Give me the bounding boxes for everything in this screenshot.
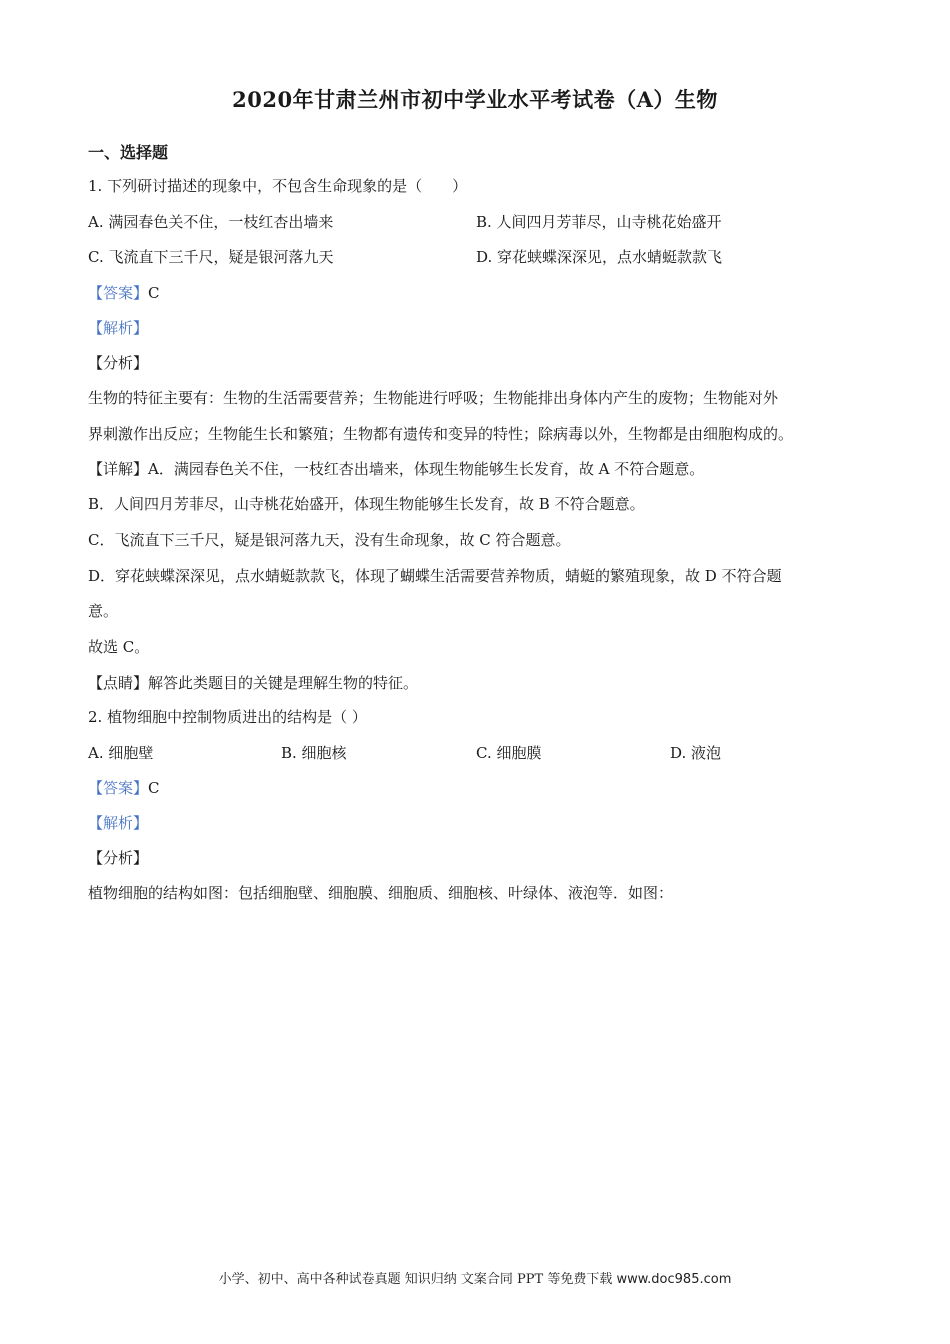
question-1-fenxi-line-2: 界刺激作出反应；生物能生长和繁殖；生物都有遗传和变异的特性；除病毒以外，生物都是由细胞构成的。 <box>88 425 794 443</box>
answer-tag: 【答案】 <box>88 779 149 797</box>
question-1-detail-a: 【详解】A．满园春色关不住，一枝红杏出墙来，体现生物能够生长发育，故 A 不符合题意。 <box>88 460 705 478</box>
question-1-detail-c: C．飞流直下三千尺，疑是银河落九天，没有生命现象，故 C 符合题意。 <box>88 531 571 549</box>
answer-value: C <box>148 284 160 302</box>
question-2-option-b: B. 细胞核 <box>281 744 347 762</box>
question-1-option-d: D. 穿花蛱蝶深深见，点水蜻蜓款款飞 <box>476 248 723 266</box>
question-1-answer <box>88 283 160 303</box>
question-2-option-a: A. 细胞壁 <box>88 744 154 762</box>
question-1-fenxi-tag: 【分析】 <box>88 354 149 372</box>
question-1-fenxi-line-1: 生物的特征主要有：生物的生活需要营养；生物能进行呼吸；生物能排出身体内产生的废物；生物能对外 <box>88 389 779 407</box>
question-1-option-a: A. 满园春色关不住，一枝红杏出墙来 <box>88 213 334 231</box>
question-2-stem: 2. 植物细胞中控制物质进出的结构是（ ） <box>88 708 367 726</box>
question-1-choice: 故选 C。 <box>88 638 150 656</box>
question-2-fenxi-line-1: 植物细胞的结构如图：包括细胞壁、细胞膜、细胞质、细胞核、叶绿体、液泡等．如图： <box>88 884 674 902</box>
answer-value: C <box>148 779 160 797</box>
question-1-dianjing: 【点睛】解答此类题目的关键是理解生物的特征。 <box>88 674 419 692</box>
question-1-analysis-tag: 【解析】 <box>88 319 149 337</box>
page-footer <box>0 1268 950 1287</box>
question-1-detail-d: D．穿花蛱蝶深深见，点水蜻蜓款款飞，体现了蝴蝶生活需要营养物质，蜻蜓的繁殖现象，故 D 不符合题 <box>88 567 782 585</box>
footer-text: 小学、初中、高中各种试卷真题 知识归纳 文案合同 PPT 等免费下载 <box>218 1272 613 1287</box>
question-2-option-d: D. 液泡 <box>670 744 722 762</box>
question-2-option-c: C. 细胞膜 <box>476 744 542 762</box>
page-title: 2020年甘肃兰州市初中学业水平考试卷（A）生物 <box>232 87 718 112</box>
question-2-answer <box>88 778 160 798</box>
question-2-fenxi-tag: 【分析】 <box>88 849 149 867</box>
question-1-detail-b: B．人间四月芳菲尽，山寺桃花始盛开，体现生物能够生长发育，故 B 不符合题意。 <box>88 495 645 513</box>
question-1-stem: 1. 下列研讨描述的现象中，不包含生命现象的是（ ） <box>88 177 468 195</box>
question-1-option-c: C. 飞流直下三千尺，疑是银河落九天 <box>88 248 334 266</box>
footer-url-link[interactable]: www.doc985.com <box>616 1272 732 1287</box>
section-heading: 一、选择题 <box>88 143 169 162</box>
answer-tag: 【答案】 <box>88 284 149 302</box>
question-1-detail-d-cont: 意。 <box>88 602 119 620</box>
question-1-option-b: B. 人间四月芳菲尽，山寺桃花始盛开 <box>476 213 722 231</box>
question-2-analysis-tag: 【解析】 <box>88 814 149 832</box>
